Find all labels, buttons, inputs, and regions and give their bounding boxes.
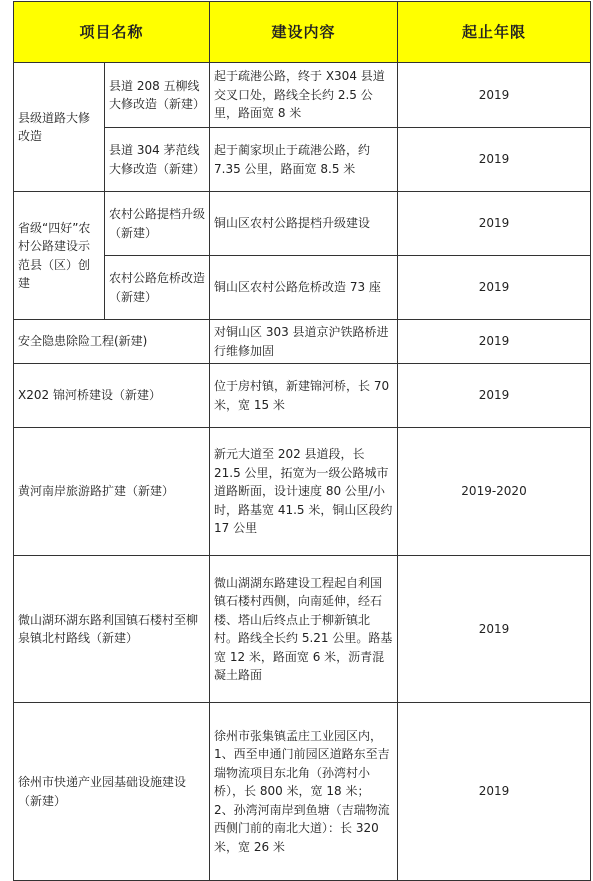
table-row: [14, 556, 591, 703]
sub-project-name: 县道 208 五柳线大修改造（新建）: [105, 63, 210, 128]
construction-content: 徐州市张集镇孟庄工业园区内，1、西至申通门前园区道路东至吉瑞物流项目东北角（孙湾村小桥），长 800 米，宽 18 米； 2、孙湾河南岸到鱼塘（吉瑞物流西侧门前的南北大道）：长 320 米，宽 26 米: [210, 703, 398, 881]
sub-project-name: 农村公路危桥改造（新建）: [105, 256, 210, 320]
construction-content: 新元大道至 202 县道段，长 21.5 公里，拓宽为一级公路城市道路断面，设计速度 80 公里/小时，路基宽 41.5 米，铜山区段约 17 公里: [210, 428, 398, 556]
period-value: 2019: [398, 128, 591, 192]
table-row: [14, 364, 591, 428]
header-project: 项目名称: [14, 2, 210, 63]
table-row: [14, 63, 591, 128]
project-table: [13, 1, 591, 881]
period-value: 2019: [398, 192, 591, 256]
period-value: 2019-2020: [398, 428, 591, 556]
table-row: [14, 428, 591, 556]
project-name: X202 锦河桥建设（新建）: [14, 364, 210, 428]
period-value: 2019: [398, 364, 591, 428]
sub-project-name: 农村公路提档升级（新建）: [105, 192, 210, 256]
project-name: 安全隐患除险工程(新建): [14, 320, 210, 364]
period-value: 2019: [398, 320, 591, 364]
construction-content: 起于蔺家坝止于疏港公路，约 7.35 公里，路面宽 8.5 米: [210, 128, 398, 192]
construction-content: 位于房村镇，新建锦河桥，长 70 米，宽 15 米: [210, 364, 398, 428]
table-row: [14, 703, 591, 881]
table-header-row: [14, 2, 591, 63]
project-name: 黄河南岸旅游路扩建（新建）: [14, 428, 210, 556]
project-name: 徐州市快递产业园基础设施建设（新建）: [14, 703, 210, 881]
sub-project-name: 县道 304 茅范线大修改造（新建）: [105, 128, 210, 192]
header-period: 起止年限: [398, 2, 591, 63]
project-group-name: 县级道路大修改造: [14, 63, 105, 192]
period-value: 2019: [398, 63, 591, 128]
construction-content: 铜山区农村公路危桥改造 73 座: [210, 256, 398, 320]
construction-content: 微山湖湖东路建设工程起自利国镇石楼村西侧，向南延伸，经石楼、塔山后终点止于柳新镇北村。路线全长约 5.21 公里。路基宽 12 米，路面宽 6 米，沥青混凝土路面: [210, 556, 398, 703]
period-value: 2019: [398, 703, 591, 881]
construction-content: 铜山区农村公路提档升级建设: [210, 192, 398, 256]
header-content: 建设内容: [210, 2, 398, 63]
period-value: 2019: [398, 256, 591, 320]
table-row: [14, 192, 591, 256]
period-value: 2019: [398, 556, 591, 703]
construction-content: 对铜山区 303 县道京沪铁路桥进行维修加固: [210, 320, 398, 364]
project-name: 微山湖环湖东路利国镇石楼村至柳泉镇北村路线（新建）: [14, 556, 210, 703]
project-group-name: 省级“四好”农村公路建设示范县（区）创建: [14, 192, 105, 320]
construction-content: 起于疏港公路，终于 X304 县道交叉口处，路线全长约 2.5 公里，路面宽 8 米: [210, 63, 398, 128]
table-row: [14, 320, 591, 364]
